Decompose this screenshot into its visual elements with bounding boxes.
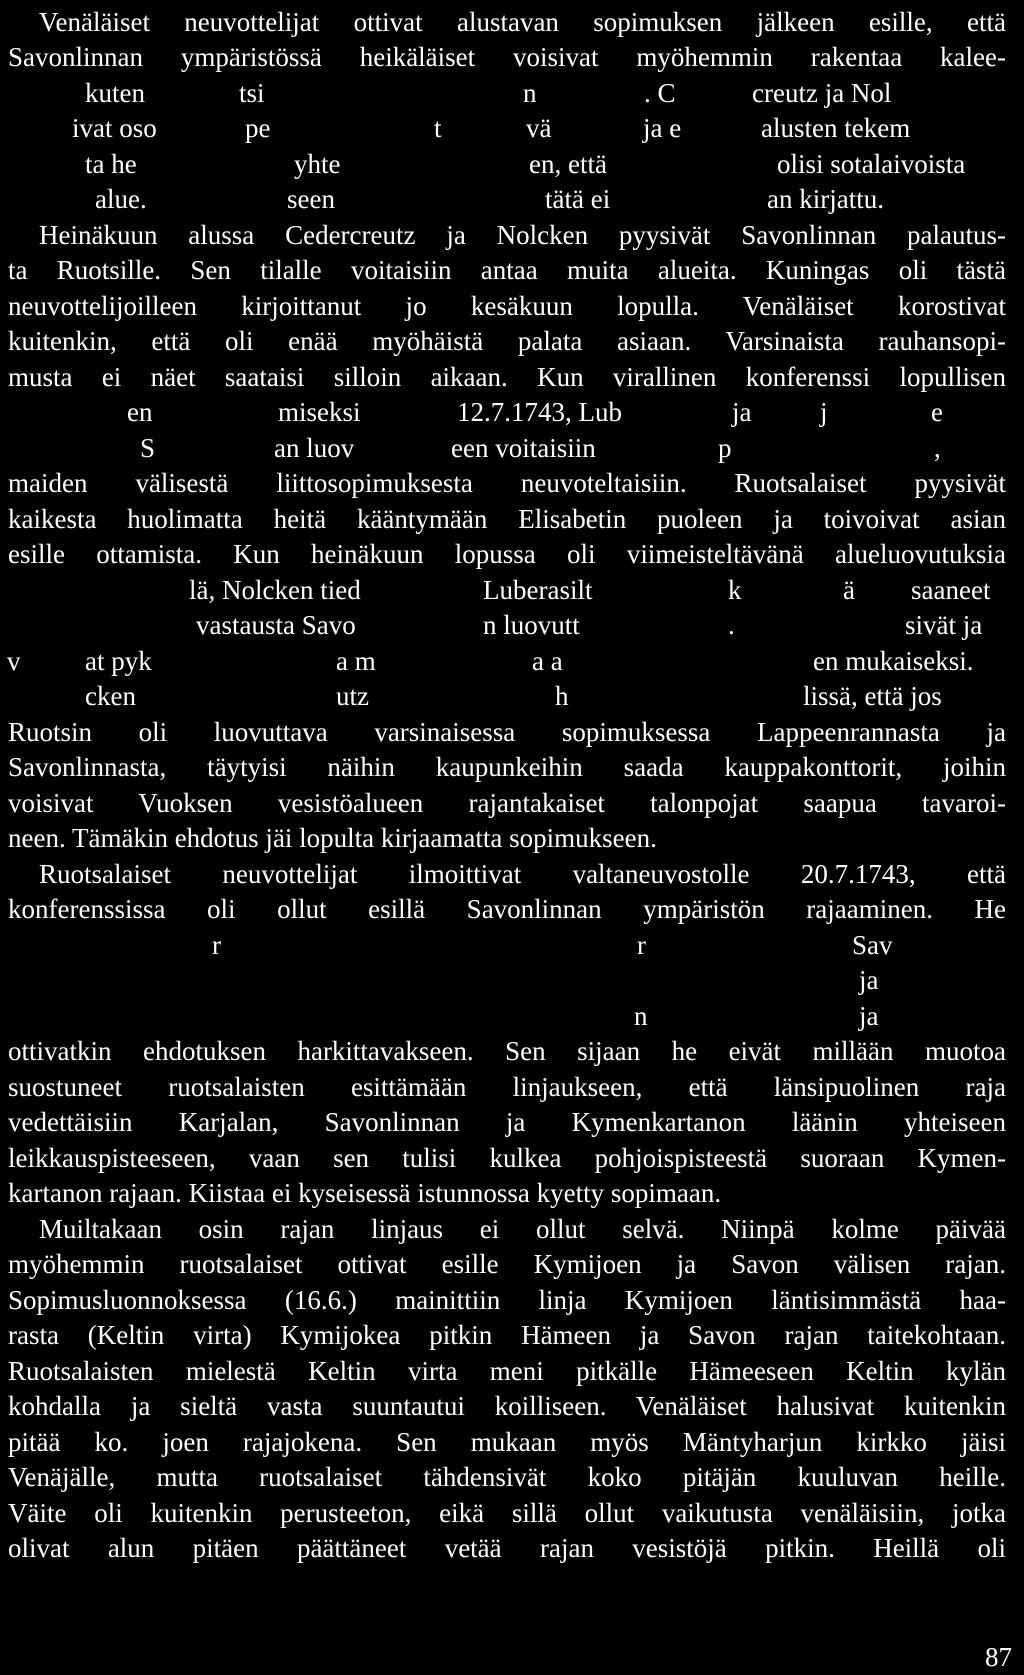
text-fragment: r xyxy=(212,930,221,960)
text-fragment: ja xyxy=(859,965,879,995)
text-fragment: 12.7.1743, Lub xyxy=(457,397,622,427)
text-fragment: r xyxy=(637,930,646,960)
text-line-fragmented xyxy=(0,147,1024,182)
text-line-fragmented xyxy=(0,431,1024,466)
text-fragment: . xyxy=(728,610,735,640)
text-line: suostuneet ruotsalaisten esittämään linjaukseen, että länsipuolinen raja xyxy=(8,1072,1006,1102)
text-fragment: k xyxy=(728,575,742,605)
text-fragment: an luov xyxy=(274,433,355,463)
text-line: neen. Tämäkin ehdotus jäi lopulta kirjaamatta sopimukseen. xyxy=(8,823,657,853)
text-fragment: Sav xyxy=(852,930,893,960)
text-fragment: kuten xyxy=(85,78,145,108)
text-fragment: tätä ei xyxy=(545,184,611,214)
text-line: myöhemmin ruotsalaiset ottivat esille Kymijoen ja Savon välisen rajan. xyxy=(8,1249,1006,1279)
text-fragment: creutz ja Nol xyxy=(752,78,892,108)
text-line: kaikesta huolimatta heitä kääntymään Elisabetin puoleen ja toivoivat asian xyxy=(8,504,1006,534)
text-fragment: tsi xyxy=(239,78,265,108)
text-fragment: utz xyxy=(336,681,369,711)
text-fragment: vastausta Savo xyxy=(196,610,356,640)
text-fragment: n luovutt xyxy=(483,610,580,640)
text-fragment: alusten tekem xyxy=(761,113,911,143)
text-line: Venäjälle, mutta ruotsalaiset tähdensivät koko pitäjän kuuluvan heille. xyxy=(8,1462,1006,1492)
text-line-fragmented xyxy=(0,963,1024,998)
text-line: Ruotsalaiset neuvottelijat ilmoittivat valtaneuvostolle 20.7.1743, että xyxy=(39,859,1006,889)
text-line: ta Ruotsille. Sen tilalle voitaisiin antaa muita alueita. Kuningas oli tästä xyxy=(8,255,1006,285)
text-fragment: ta he xyxy=(85,149,137,179)
text-line-fragmented xyxy=(0,395,1024,430)
text-fragment: alue. xyxy=(95,184,147,214)
text-line: rasta (Keltin virta) Kymijokea pitkin Hämeen ja Savon rajan taitekohtaan. xyxy=(8,1320,1006,1350)
text-line: pitää ko. joen rajajokena. Sen mukaan myös Mäntyharjun kirkko jäisi xyxy=(8,1427,1006,1457)
text-fragment: , xyxy=(934,433,941,463)
text-line: vedettäisiin Karjalan, Savonlinnan ja Kymenkartanon läänin yhteiseen xyxy=(8,1107,1006,1137)
text-line-fragmented xyxy=(0,644,1024,679)
text-fragment: ja xyxy=(859,1001,879,1031)
text-fragment: h xyxy=(555,681,569,711)
text-fragment: n xyxy=(634,1001,648,1031)
text-fragment: ja xyxy=(732,397,752,427)
page-number: 87 xyxy=(985,1642,1012,1672)
text-fragment: en mukaiseksi. xyxy=(813,646,974,676)
text-fragment: v xyxy=(7,646,21,676)
text-line: ottivatkin ehdotuksen harkittavakseen. Sen sijaan he eivät millään muotoa xyxy=(8,1036,1006,1066)
text-fragment: Luberasilt xyxy=(483,575,593,605)
text-fragment: sivät ja xyxy=(905,610,983,640)
text-fragment: saaneet xyxy=(911,575,991,605)
text-line: kohdalla ja sieltä vasta suuntautui koilliseen. Venäläiset halusivat kuitenkin xyxy=(8,1391,1006,1421)
text-line: Sopimusluonnoksessa (16.6.) mainittiin linja Kymijoen läntisimmästä haa- xyxy=(8,1285,1006,1315)
text-line: esille ottamista. Kun heinäkuun lopussa oli viimeisteltävänä alueluovutuksia xyxy=(8,539,1006,569)
text-fragment: miseksi xyxy=(278,397,361,427)
text-line: neuvottelijoilleen kirjoittanut jo kesäkuun lopulla. Venäläiset korostivat xyxy=(8,291,1006,321)
text-fragment: lissä, että jos xyxy=(803,681,942,711)
text-line: Ruotsalaisten mielestä Keltin virta meni pitkälle Hämeeseen Keltin kylän xyxy=(8,1356,1006,1386)
text-fragment: pe xyxy=(245,113,271,143)
text-fragment: cken xyxy=(85,681,136,711)
text-line: Heinäkuun alussa Cedercreutz ja Nolcken pyysivät Savonlinnan palautus- xyxy=(39,220,1006,250)
text-line: Savonlinnan ympäristössä heikäläiset voisivat myöhemmin rakentaa kalee- xyxy=(8,42,1006,72)
text-line: leikkauspisteeseen, vaan sen tulisi kulkea pohjoispisteestä suoraan Kymen- xyxy=(8,1143,1006,1173)
text-line: Ruotsin oli luovuttava varsinaisessa sopimuksessa Lappeenrannasta ja xyxy=(8,717,1006,747)
text-line: maiden välisestä liittosopimuksesta neuvoteltaisiin. Ruotsalaiset pyysivät xyxy=(8,468,1006,498)
text-line: konferenssissa oli ollut esillä Savonlinnan ympäristön rajaaminen. He xyxy=(8,894,1006,924)
text-fragment: en xyxy=(127,397,153,427)
text-fragment: at pyk xyxy=(85,646,152,676)
text-fragment: an kirjattu. xyxy=(767,184,884,214)
text-line: Muiltakaan osin rajan linjaus ei ollut selvä. Niinpä kolme päivää xyxy=(39,1214,1006,1244)
text-fragment: en, että xyxy=(529,149,607,179)
text-line-fragmented xyxy=(0,182,1024,217)
text-line: voisivat Vuoksen vesistöalueen rajantakaiset talonpojat saapua tavaroi- xyxy=(8,788,1006,818)
text-fragment: ja e xyxy=(643,113,682,143)
text-line: kuitenkin, että oli enää myöhäistä palata asiaan. Varsinaista rauhansopi- xyxy=(8,326,1006,356)
text-line: musta ei näet saataisi silloin aikaan. Kun virallinen konferenssi lopullisen xyxy=(8,362,1006,392)
text-fragment: ä xyxy=(843,575,855,605)
text-line-fragmented xyxy=(0,76,1024,111)
text-line-fragmented xyxy=(0,999,1024,1034)
text-fragment: olisi sotalaivoista xyxy=(777,149,966,179)
text-line-fragmented xyxy=(0,111,1024,146)
text-line: olivat alun pitäen päättäneet vetää rajan vesistöjä pitkin. Heillä oli xyxy=(8,1533,1006,1563)
text-fragment: een voitaisiin xyxy=(451,433,596,463)
text-fragment: j xyxy=(820,397,828,427)
text-line-fragmented xyxy=(0,928,1024,963)
text-fragment: p xyxy=(718,433,732,463)
text-fragment: S xyxy=(140,433,156,463)
text-fragment: ivat oso xyxy=(72,113,157,143)
text-fragment: a a xyxy=(532,646,563,676)
text-fragment: yhte xyxy=(294,149,341,179)
text-line: Venäläiset neuvottelijat ottivat alustavan sopimuksen jälkeen esille, että xyxy=(39,7,1006,37)
text-fragment: lä, Nolcken tied xyxy=(189,575,361,605)
text-line: Savonlinnasta, täytyisi näihin kaupunkeihin saada kauppakonttorit, joihin xyxy=(8,752,1006,782)
text-line-fragmented xyxy=(0,573,1024,608)
text-fragment: . C xyxy=(644,78,676,108)
text-line-fragmented xyxy=(0,608,1024,643)
text-fragment: t xyxy=(434,113,442,143)
text-line: Väite oli kuitenkin perusteeton, eikä sillä ollut vaikutusta venäläisiin, jotka xyxy=(8,1498,1006,1528)
text-fragment: a m xyxy=(336,646,376,676)
text-fragment: n xyxy=(523,78,537,108)
text-line-fragmented xyxy=(0,679,1024,714)
text-fragment: e xyxy=(931,397,943,427)
text-line: kartanon rajaan. Kiistaa ei kyseisessä istunnossa kyetty sopimaan. xyxy=(8,1178,722,1208)
text-fragment: vä xyxy=(526,113,552,143)
text-fragment: seen xyxy=(287,184,335,214)
